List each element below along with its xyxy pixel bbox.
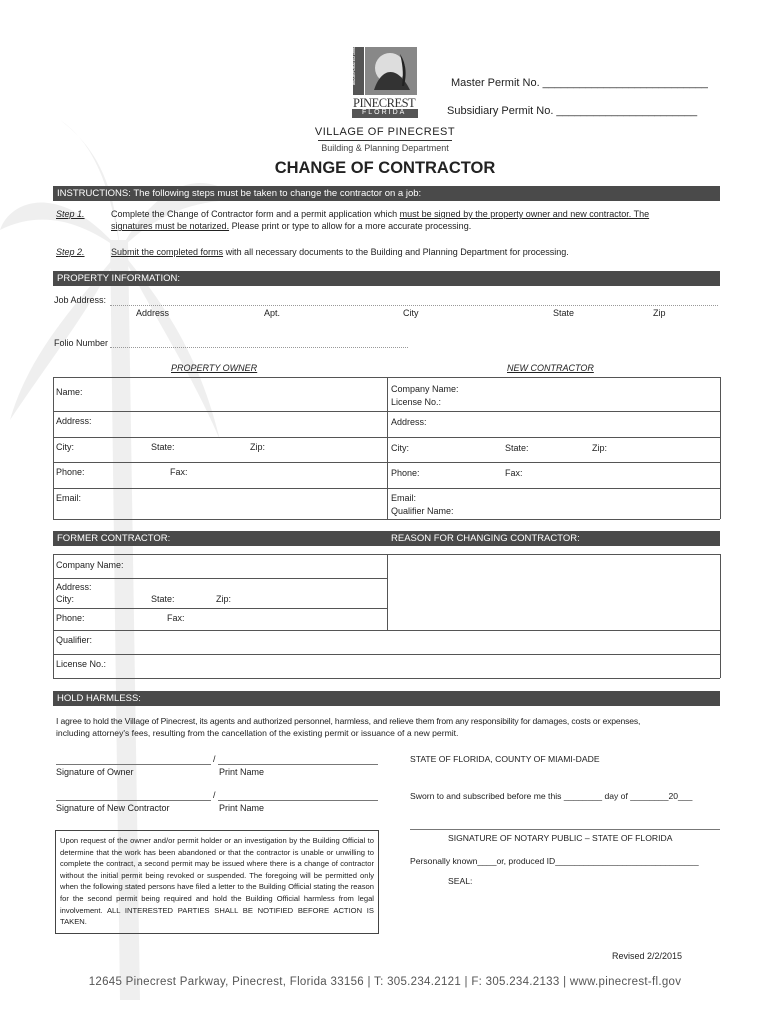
owner-address-label: Address: — [56, 416, 92, 426]
former-state-label: State: — [151, 594, 175, 604]
job-address-field[interactable] — [110, 305, 718, 306]
state-caption: State — [553, 308, 575, 318]
step2-text: Submit the completed forms with all necessary documents to the Building and Planning Department for processing. — [111, 247, 569, 257]
former-address-label: Address: — [56, 582, 92, 592]
master-permit-label: Master Permit No. ___________________________ — [451, 77, 708, 89]
owner-slash: / — [213, 754, 216, 764]
contractor-fax-label: Fax: — [505, 468, 523, 478]
former-company-label: Company Name: — [56, 560, 124, 570]
former-zip-label: Zip: — [216, 594, 232, 604]
former-license-label: License No.: — [56, 659, 107, 669]
owner-fax-label: Fax: — [170, 467, 188, 477]
zip-caption: Zip — [653, 308, 666, 318]
contractor-slash: / — [213, 790, 216, 800]
seal-label: SEAL: — [448, 876, 473, 886]
hold-harmless-line1: I agree to hold the Village of Pinecrest, its agents and authorized personnel, harmless, and relieve them from any responsibility for damages, costs or expenses, — [56, 716, 641, 726]
owner-email-label: Email: — [56, 493, 82, 503]
step1-line1: Complete the Change of Contractor form and a permit application which must be signed by the property owner and new contractor. The — [111, 209, 650, 219]
grid-bottom — [53, 519, 720, 520]
new-contractor-heading: NEW CONTRACTOR — [507, 363, 594, 373]
footer-address: 12645 Pinecrest Parkway, Pinecrest, Florida 33156 | T: 305.234.2121 | F: 305.234.2133 | www.pinecrest-fl.gov — [88, 976, 682, 988]
pinecrest-logo — [352, 46, 418, 118]
contractor-license-label: License No.: — [391, 397, 442, 407]
reason-field[interactable] — [388, 555, 719, 629]
notary-signature-line[interactable] — [410, 829, 720, 830]
subsidiary-permit-label: Subsidiary Permit No. _______________________ — [447, 105, 698, 117]
signature-of-owner: Signature of Owner — [56, 767, 134, 777]
village-underline — [318, 140, 452, 141]
folio-label: Folio Number — [54, 338, 109, 348]
former-city-label: City: — [56, 594, 74, 604]
notary-signature-label: SIGNATURE OF NOTARY PUBLIC – STATE OF FLORIDA — [448, 833, 673, 843]
print-name-owner: Print Name — [219, 767, 265, 777]
contractor-signature-line[interactable] — [56, 800, 211, 801]
owner-signature-line[interactable] — [56, 764, 211, 765]
hold-harmless-bar: HOLD HARMLESS: — [53, 691, 720, 706]
owner-phone-label: Phone: — [56, 467, 85, 477]
contractor-phone-label: Phone: — [391, 468, 420, 478]
property-info-bar: PROPERTY INFORMATION: — [53, 271, 720, 286]
step1-label: Step 1. — [56, 209, 85, 219]
former-qualifier-label: Qualifier: — [56, 635, 93, 645]
owner-state-label: State: — [151, 442, 175, 452]
contractor-city-label: City: — [391, 443, 409, 453]
property-owner-heading: PROPERTY OWNER — [171, 363, 258, 373]
contractor-company-label: Company Name: — [391, 384, 459, 394]
owner-name-label: Name: — [56, 387, 83, 397]
step1-line2: signatures must be notarized. Please print or type to allow for a more accurate processing. — [111, 221, 472, 231]
address-caption: Address — [136, 308, 170, 318]
instructions-bar: INSTRUCTIONS: The following steps must be taken to change the contractor on a job: — [53, 186, 720, 201]
logo-subtext: FLORIDA — [362, 109, 407, 116]
village-name: VILLAGE OF PINECREST — [314, 126, 456, 138]
hold-harmless-line2: including attorney's fees, resulting from the cancellation of the existing permit or issuance of a new permit. — [56, 728, 459, 738]
contractor-zip-label: Zip: — [592, 443, 608, 453]
apt-caption: Apt. — [264, 308, 281, 318]
former-contractor-bar: FORMER CONTRACTOR: — [53, 531, 387, 546]
contractor-email-label: Email: — [391, 493, 417, 503]
state-county-label: STATE OF FLORIDA, COUNTY OF MIAMI-DADE — [410, 754, 600, 764]
print-name-contractor: Print Name — [219, 803, 265, 813]
logo-wordmark: PINECREST — [353, 96, 416, 110]
contractor-state-label: State: — [505, 443, 529, 453]
department-name: Building & Planning Department — [321, 143, 449, 153]
reason-bar: REASON FOR CHANGING CONTRACTOR: — [387, 531, 720, 546]
contractor-address-label: Address: — [391, 417, 427, 427]
contractor-print-line[interactable] — [218, 800, 378, 801]
job-address-label: Job Address: — [54, 295, 107, 305]
contractor-qualifier-label: Qualifier Name: — [391, 506, 454, 516]
page-title: CHANGE OF CONTRACTOR — [274, 159, 496, 177]
personally-known-label: Personally known____or, produced ID______________________________ — [410, 856, 699, 866]
former-phone-label: Phone: — [56, 613, 85, 623]
owner-print-line[interactable] — [218, 764, 378, 765]
signature-of-new-contractor: Signature of New Contractor — [56, 803, 170, 813]
owner-city-label: City: — [56, 442, 74, 452]
former-fax-label: Fax: — [167, 613, 185, 623]
sworn-statement: Sworn to and subscribed before me this ________ day of ________20___ — [410, 791, 693, 801]
owner-zip-label: Zip: — [250, 442, 266, 452]
notice-box: Upon request of the owner and/or permit holder or an investigation by the Building Official to determine that the work has been abandoned or that the contractor is unable or unwilling to complete the contract, a second permit may be issued where there is a change of contractor without the initial permit being revoked or suspended. The foregoing will be permitted only when the following stated persons have filed a letter to the Building Official stating the reason for the second permit being required and hold the Building Official harmless from legal involvement. ALL INTERESTED PARTIES SHALL BE NOTIFIED BEFORE ACTION IS TAKEN. — [55, 830, 379, 934]
folio-field[interactable] — [110, 347, 408, 348]
step2-label: Step 2. — [56, 247, 85, 257]
grid-divider — [387, 377, 388, 519]
logo-side-text: INCORPORATED 1996 — [351, 47, 356, 85]
city-caption: City — [403, 308, 419, 318]
revised-date: Revised 2/2/2015 — [612, 951, 683, 961]
